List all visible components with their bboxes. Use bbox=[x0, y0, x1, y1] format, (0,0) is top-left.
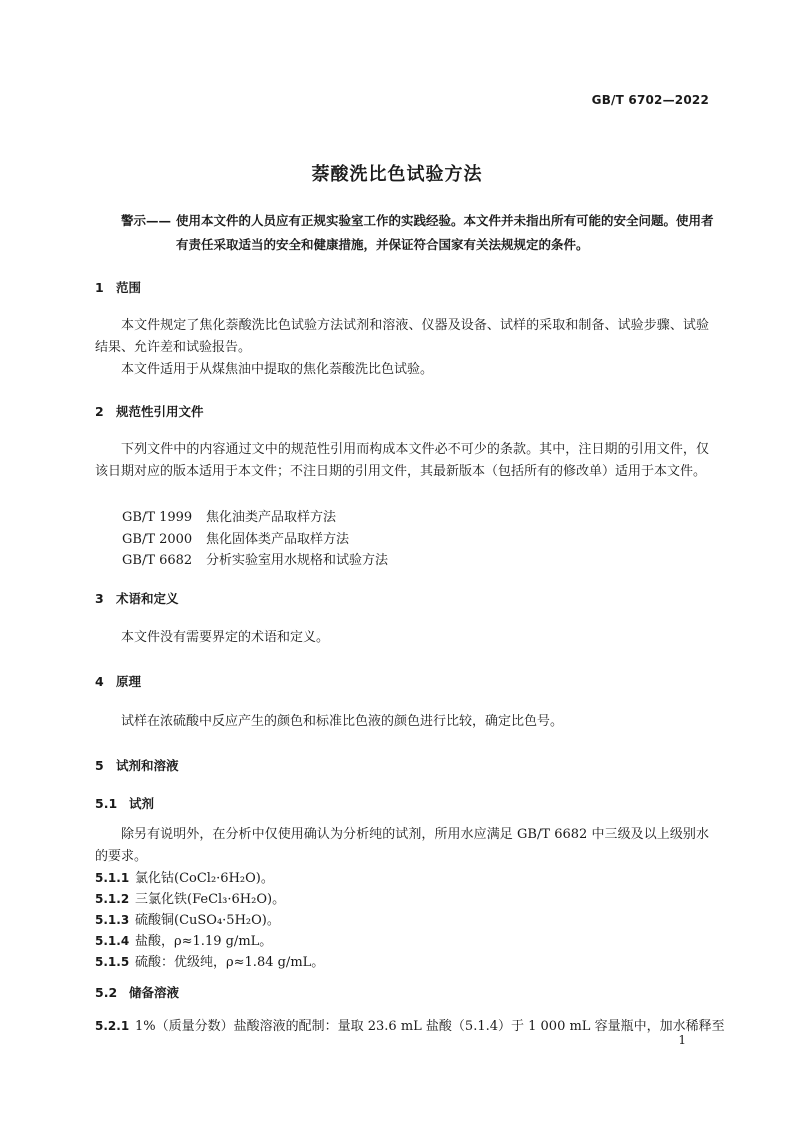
section-number: 1 bbox=[95, 280, 104, 295]
reference-item bbox=[122, 528, 349, 547]
section-number: 5 bbox=[95, 758, 104, 773]
section-title: 规范性引用文件 bbox=[116, 404, 204, 419]
reference-code: GB/T 6682 bbox=[122, 553, 193, 568]
section-title: 范围 bbox=[116, 280, 142, 295]
reference-name: 焦化固体类产品取样方法 bbox=[206, 532, 350, 547]
warning-text: 使用本文件的人员应有正规实验室工作的实践经验。本文件并未指出所有可能的安全问题。使用者有责任采取适当的安全和健康措施，并保证符合国家有关法规规定的条件。 bbox=[176, 213, 714, 252]
section-title: 术语和定义 bbox=[116, 591, 179, 606]
section-title: 试剂和溶液 bbox=[116, 758, 179, 773]
section-number: 3 bbox=[95, 591, 104, 606]
list-item bbox=[95, 930, 272, 949]
reference-name: 分析实验室用水规格和试验方法 bbox=[206, 553, 389, 568]
reference-item bbox=[122, 506, 336, 525]
subsection-5-2-heading bbox=[95, 983, 179, 1001]
item-number: 5.1.1 bbox=[95, 871, 130, 885]
item-text: 盐酸，ρ≈1.19 g/mL。 bbox=[135, 934, 273, 949]
warning-block bbox=[121, 209, 721, 257]
subsection-number: 5.1 bbox=[95, 796, 118, 811]
section-number: 2 bbox=[95, 404, 104, 419]
item-text: 1%（质量分数）盐酸溶液的配制：量取 23.6 mL 盐酸（5.1.4）于 1 000 mL 容量瓶中，加水稀释至 bbox=[135, 1019, 725, 1034]
subsection-5-1-heading bbox=[95, 794, 154, 812]
reference-code: GB/T 2000 bbox=[122, 532, 193, 547]
reference-item bbox=[122, 549, 388, 568]
page-number: 1 bbox=[678, 1033, 686, 1047]
section-3-heading bbox=[95, 589, 179, 607]
item-text: 三氯化铁(FeCl₃·6H₂O)。 bbox=[135, 892, 286, 907]
standard-code: GB/T 6702—2022 bbox=[591, 93, 709, 107]
subsection-title: 储备溶液 bbox=[129, 985, 180, 1000]
item-number: 5.1.5 bbox=[95, 955, 130, 969]
list-item bbox=[95, 888, 285, 907]
section-4-paragraph-1: 试样在浓硫酸中反应产生的颜色和标准比色液的颜色进行比较，确定比色号。 bbox=[121, 714, 564, 729]
list-item bbox=[95, 1015, 725, 1034]
section-1-heading bbox=[95, 278, 141, 296]
section-4-heading bbox=[95, 672, 141, 690]
subsection-5-1-paragraph-1: 除另有说明外，在分析中仅使用确认为分析纯的试剂，所用水应满足 GB/T 6682 中三级及以上级别水的要求。 bbox=[95, 827, 709, 864]
list-item bbox=[95, 867, 274, 886]
section-title: 原理 bbox=[116, 674, 142, 689]
list-item bbox=[95, 909, 280, 928]
item-number: 5.2.1 bbox=[95, 1019, 130, 1033]
item-number: 5.1.4 bbox=[95, 934, 130, 948]
section-5-heading bbox=[95, 756, 179, 774]
section-1-paragraph-1: 本文件规定了焦化萘酸洗比色试验方法试剂和溶液、仪器及设备、试样的采取和制备、试验步骤、试验结果、允许差和试验报告。 bbox=[95, 318, 709, 355]
document-title: 萘酸洗比色试验方法 bbox=[311, 164, 483, 185]
item-number: 5.1.3 bbox=[95, 913, 130, 927]
section-2-paragraph-1: 下列文件中的内容通过文中的规范性引用而构成本文件必不可少的条款。其中，注日期的引用文件，仅该日期对应的版本适用于本文件；不注日期的引用文件，其最新版本（包括所有的修改单）适用于本文件。 bbox=[95, 442, 709, 479]
subsection-title: 试剂 bbox=[129, 796, 155, 811]
item-text: 氯化钴(CoCl₂·6H₂O)。 bbox=[135, 871, 274, 886]
section-number: 4 bbox=[95, 674, 104, 689]
list-item bbox=[95, 951, 324, 970]
subsection-number: 5.2 bbox=[95, 985, 118, 1000]
section-1-paragraph-2: 本文件适用于从煤焦油中提取的焦化萘酸洗比色试验。 bbox=[121, 362, 434, 377]
section-3-paragraph-1: 本文件没有需要界定的术语和定义。 bbox=[121, 630, 330, 645]
item-text: 硫酸铜(CuSO₄·5H₂O)。 bbox=[135, 913, 280, 928]
section-2-heading bbox=[95, 402, 204, 420]
item-number: 5.1.2 bbox=[95, 892, 130, 906]
warning-label: 警示—— bbox=[121, 213, 172, 228]
reference-name: 焦化油类产品取样方法 bbox=[206, 510, 337, 525]
reference-code: GB/T 1999 bbox=[122, 510, 193, 525]
item-text: 硫酸：优级纯，ρ≈1.84 g/mL。 bbox=[135, 955, 325, 970]
